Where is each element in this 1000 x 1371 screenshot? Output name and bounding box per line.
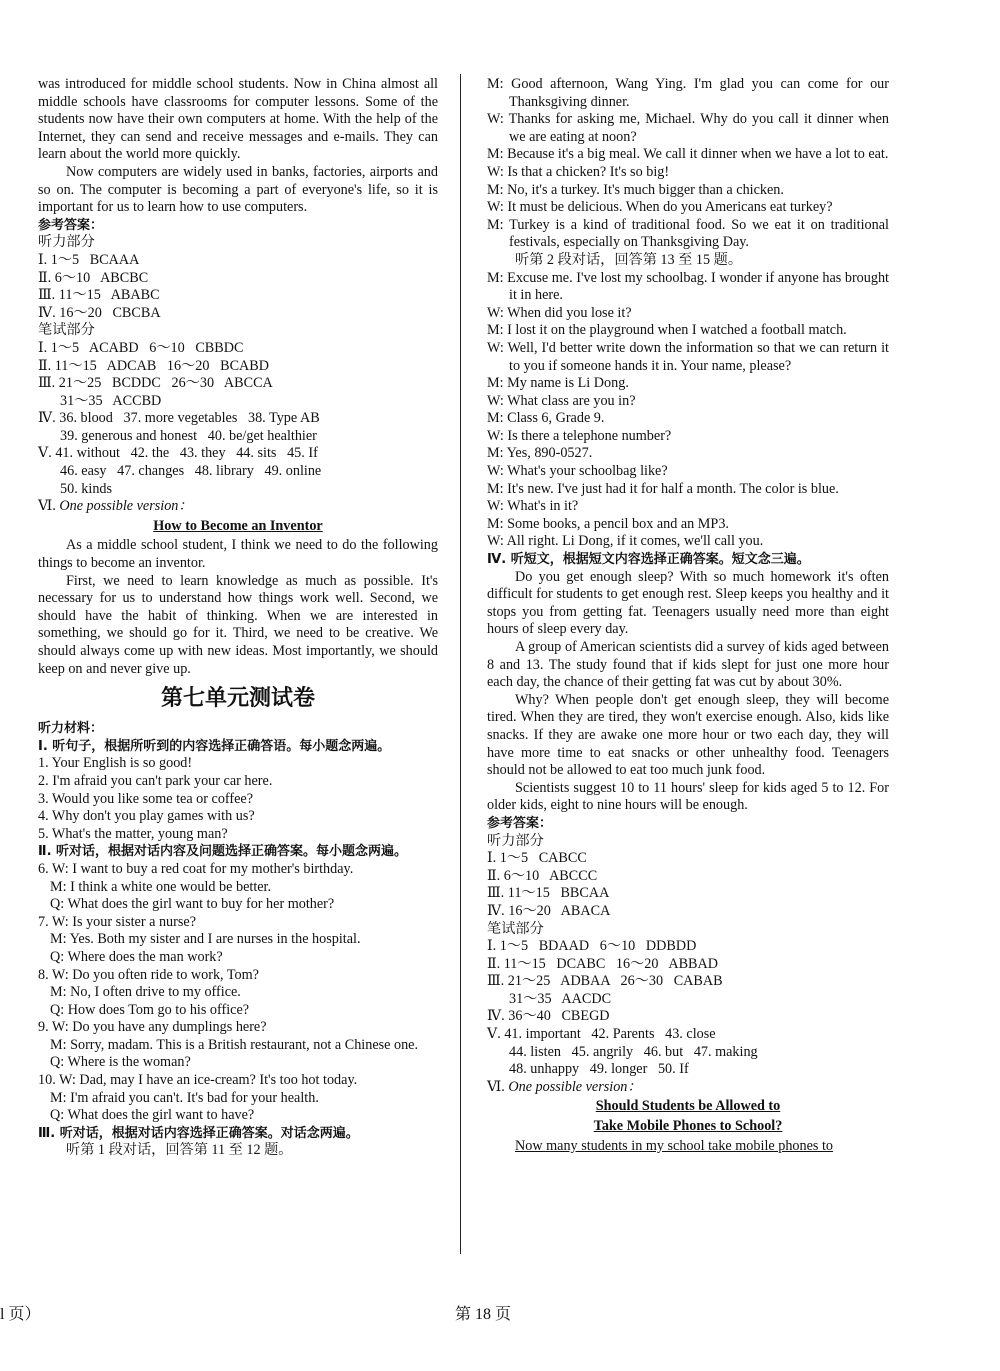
essay-paragraph: First, we need to learn knowledge as much as possible. It's necessary for us to understand how things work well. Second, we should have the habit of thinking. When we are interested in something, we should go for it. Third, we need to be creative. We should always come up with new ideas. Most importantly, we should keep on and never give up. <box>38 572 438 677</box>
listening-heading: 听力部分 <box>487 832 544 849</box>
answer-line: Ⅴ. 41. without 42. the 43. they 44. sits 45. If <box>38 445 318 462</box>
answer-line: Ⅳ. 16～20 ABACA <box>487 902 611 919</box>
dialog-q: Q: What does the girl want to have? <box>50 1107 255 1124</box>
sentence-item: 4. Why don't you play games with us? <box>38 808 255 825</box>
part2-heading: Ⅱ. 听对话，根据对话内容及问题选择正确答案。每小题念两遍。 <box>38 844 408 860</box>
answer-line: Ⅰ. 1～5 ACABD 6～10 CBBDC <box>38 339 244 356</box>
dialog-line: M: No, it's a turkey. It's much bigger than a chicken. <box>487 181 784 198</box>
version-label: Ⅵ. <box>38 498 60 515</box>
dialog-w: 8. W: Do you often ride to work, Tom? <box>38 966 259 983</box>
answer-line: 31～35 AACDC <box>509 990 612 1007</box>
essay-title-line-1: Should Students be Allowed to <box>595 1098 781 1115</box>
answer-line: 50. kinds <box>60 480 113 497</box>
version-line <box>38 498 438 516</box>
version-line <box>487 1079 889 1097</box>
dialog-w: 9. W: Do you have any dumplings here? <box>38 1019 267 1036</box>
dialog-line: W: Thanks for asking me, Michael. Why do you call it dinner when we are eating at noon? <box>487 111 889 145</box>
answer-line: Ⅳ. 36～40 CBEGD <box>487 1008 610 1025</box>
dialog-line: W: When did you lose it? <box>487 304 632 321</box>
passage-paragraph: Why? When people don't get enough sleep, they will become tired. When they are tired, they won't exercise enough. Also, kids like snacks. If they are awake one more hour or two each day, they will have more time to eat snacks or other unhealthy food. Teenagers should not be allowed to eat too much junk food. <box>487 691 889 779</box>
page-number: 第 18 页 <box>455 1306 512 1323</box>
intro-paragraph-2: Now computers are widely used in banks, factories, airports and so on. The computer is becoming a part of everyone's life, so it is important for us to learn how to use computers. <box>38 163 438 216</box>
answer-line: Ⅳ. 16～20 CBCBA <box>38 304 161 321</box>
answer-line: Ⅱ. 6～10 ABCCC <box>487 867 598 884</box>
dialog-w: 10. W: Dad, may I have an ice-cream? It's too hot today. <box>38 1072 358 1089</box>
sentence-item: 1. Your English is so good! <box>38 755 193 772</box>
passage-paragraph: Do you get enough sleep? With so much homework it's often difficult for students to get enough rest. Sleep keeps you healthy and it stops you from getting fat. Teenagers usually need more than eight hours of sleep every day. <box>487 568 889 638</box>
dialog-w: 7. W: Is your sister a nurse? <box>38 913 196 930</box>
dialog-m: M: Yes. Both my sister and I are nurses in the hospital. <box>50 931 361 948</box>
dialog-line: W: Is that a chicken? It's so big! <box>487 163 670 180</box>
answer-line: Ⅰ. 1～5 CABCC <box>487 850 587 867</box>
dialog-q: Q: Where does the man work? <box>50 948 223 965</box>
answer-line: Ⅲ. 21～25 BCDDC 26～30 ABCCA <box>38 375 273 392</box>
answer-line: Ⅴ. 41. important 42. Parents 43. close <box>487 1026 716 1043</box>
dialog-q: Q: Where is the woman? <box>50 1054 191 1071</box>
answer-line: Ⅳ. 36. blood 37. more vegetables 38. Type AB <box>38 410 320 427</box>
dialog-m: M: Sorry, madam. This is a British restaurant, not a Chinese one. <box>50 1036 419 1053</box>
passage-paragraph: A group of American scientists did a survey of kids aged between 8 and 13. The study found that if kids slept for just one more hour each day, the chance of their getting fat was cut by about 30%. <box>487 639 889 691</box>
dialog-q: Q: What does the girl want to buy for her mother? <box>50 896 335 913</box>
dialog-line: W: Is there a telephone number? <box>487 427 672 444</box>
dialog-line: M: My name is Li Dong. <box>487 375 629 392</box>
dialog-line: M: Excuse me. I've lost my schoolbag. I wonder if anyone has brought it in here. <box>487 269 889 304</box>
dialog-w: 6. W: I want to buy a red coat for my mother's birthday. <box>38 860 354 877</box>
version-text: One possible version： <box>59 498 193 515</box>
sentence-item: 5. What's the matter, young man? <box>38 825 228 842</box>
answer-line: 46. easy 47. changes 48. library 49. online <box>60 463 322 480</box>
dialog-m: M: I'm afraid you can't. It's bad for your health. <box>50 1089 319 1106</box>
intro-paragraph-1: was introduced for middle school students. Now in China almost all middle schools have classrooms for computer lessons. Some of the students now have their own computers at home. With the help of the Internet, they can send and receive messages and e-mails. They can learn about the world more quickly. <box>38 76 438 163</box>
dialog-m: M: No, I often drive to my office. <box>50 984 241 1001</box>
essay-title: How to Become an Inventor <box>153 517 323 534</box>
passage-paragraph: Scientists suggest 10 to 11 hours' sleep for kids aged 5 to 12. For older kids, eight to nine hours will be enough. <box>487 779 889 814</box>
answer-line: Ⅱ. 6～10 ABCBC <box>38 269 149 286</box>
dialog-line: M: Good afternoon, Wang Ying. I'm glad you can come for our Thanksgiving dinner. <box>487 76 889 110</box>
left-column <box>38 76 438 1160</box>
essay-paragraph: As a middle school student, I think we need to do the following things to become an inventor. <box>38 537 438 572</box>
dialog-line: M: Turkey is a kind of traditional food. So we eat it on traditional festivals, especially on Thanksgiving Day. <box>487 216 889 251</box>
column-divider <box>460 74 461 1254</box>
right-column <box>487 76 889 1155</box>
dialog-line: M: Yes, 890-0527. <box>487 445 593 462</box>
essay-first-line: Now many students in my school take mobile phones to <box>515 1137 833 1154</box>
answer-line: Ⅲ. 21～25 ADBAA 26～30 CABAB <box>487 973 723 990</box>
dialog-line: M: Some books, a pencil box and an MP3. <box>487 515 729 532</box>
dialog-line: M: I lost it on the playground when I watched a football match. <box>487 322 847 339</box>
dialog-line: M: Because it's a big meal. We call it dinner when we have a lot to eat. <box>487 146 889 163</box>
part3-heading: Ⅲ. 听对话，根据对话内容选择正确答案。对话念两遍。 <box>38 1125 359 1141</box>
previous-page-edge-text: l 页） <box>0 1306 41 1323</box>
answers-heading: 参考答案： <box>487 815 553 831</box>
part3-note: 听第 1 段对话，回答第 11 至 12 题。 <box>66 1142 293 1159</box>
part4-heading: Ⅳ. 听短文，根据短文内容选择正确答案。短文念三遍。 <box>487 552 810 568</box>
sentence-item: 3. Would you like some tea or coffee? <box>38 790 254 807</box>
answers-heading: 参考答案： <box>38 217 104 233</box>
page-footer <box>0 1306 1000 1330</box>
dialog-line: W: All right. Li Dong, if it comes, we'll call you. <box>487 533 764 550</box>
essay-title-line-2: Take Mobile Phones to School? <box>593 1118 783 1135</box>
answer-line: 44. listen 45. angrily 46. but 47. making <box>509 1043 758 1060</box>
answer-line: 48. unhappy 49. longer 50. If <box>509 1061 689 1078</box>
unit-title: 第七单元测试卷 <box>160 686 315 712</box>
version-label: Ⅵ. <box>487 1078 509 1095</box>
dialog-line: W: What's in it? <box>487 498 579 515</box>
writing-heading: 笔试部分 <box>38 322 95 339</box>
sentence-item: 2. I'm afraid you can't park your car here. <box>38 772 273 789</box>
dialog-m: M: I think a white one would be better. <box>50 878 272 895</box>
answer-line: Ⅲ. 11～15 ABABC <box>38 287 160 304</box>
dialog-line: W: Well, I'd better write down the information so that we can return it to you if someone hands it in. Your name, please? <box>487 339 889 374</box>
answer-line: Ⅱ. 11～15 ADCAB 16～20 BCABD <box>38 357 270 374</box>
writing-heading: 笔试部分 <box>487 920 544 937</box>
dialog-line: W: What class are you in? <box>487 392 636 409</box>
answer-line: 39. generous and honest 40. be/get healthier <box>60 427 317 444</box>
answer-line: Ⅰ. 1～5 BDAAD 6～10 DDBDD <box>487 938 697 955</box>
dialog-line: M: Class 6, Grade 9. <box>487 410 605 427</box>
dialog2-note: 听第 2 段对话，回答第 13 至 15 题。 <box>515 251 743 268</box>
answer-line: Ⅲ. 11～15 BBCAA <box>487 885 610 902</box>
answer-line: 31～35 ACCBD <box>60 392 162 409</box>
material-heading: 听力材料： <box>38 721 104 737</box>
dialog-line: W: It must be delicious. When do you Americans eat turkey? <box>487 199 833 216</box>
version-text: One possible version： <box>508 1078 642 1095</box>
listening-heading: 听力部分 <box>38 234 95 251</box>
dialog-q: Q: How does Tom go to his office? <box>50 1001 250 1018</box>
dialog-line: W: What's your schoolbag like? <box>487 463 668 480</box>
part1-heading: Ⅰ. 听句子，根据所听到的内容选择正确答语。每小题念两遍。 <box>38 738 391 754</box>
answer-line: Ⅰ. 1～5 BCAAA <box>38 251 140 268</box>
dialog-line: M: It's new. I've just had it for half a month. The color is blue. <box>487 480 839 497</box>
answer-line: Ⅱ. 11～15 DCABC 16～20 ABBAD <box>487 955 719 972</box>
